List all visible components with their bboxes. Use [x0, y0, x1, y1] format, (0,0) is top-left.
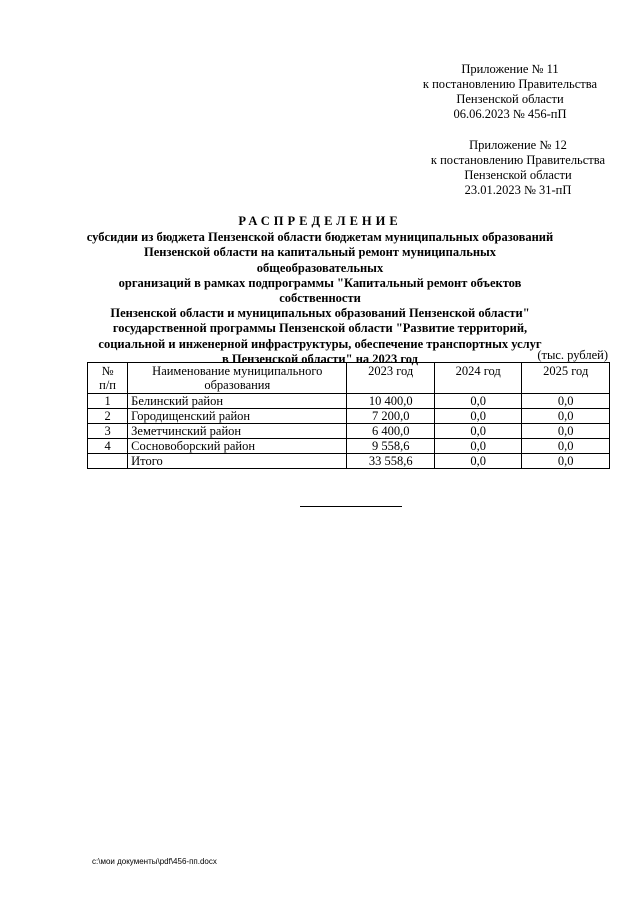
units-label: (тыс. рублей): [537, 348, 608, 362]
header-number-line2: п/п: [99, 378, 116, 392]
total-number: [88, 454, 128, 469]
row-2024: 0,0: [434, 439, 522, 454]
annex-11-region: Пензенской области: [456, 92, 564, 106]
annex-12-number: Приложение № 12: [469, 138, 567, 152]
row-2023: 10 400,0: [347, 394, 435, 409]
title-line: организаций в рамках подпрограммы "Капитальный ремонт объектов собственности: [118, 275, 522, 306]
row-2023: 9 558,6: [347, 439, 435, 454]
table-row: [88, 424, 610, 439]
file-path-footer: c:\мои документы\pdf\456-пп.docx: [92, 857, 217, 866]
table-row: [88, 394, 610, 409]
row-2025: 0,0: [522, 439, 610, 454]
header-number: [88, 363, 128, 394]
table-total-row: [88, 454, 610, 469]
row-2024: 0,0: [434, 409, 522, 424]
header-number-line1: №: [101, 364, 114, 378]
title-line: в Пензенской области" на 2023 год: [222, 351, 418, 366]
annex-12-region: Пензенской области: [464, 168, 572, 182]
row-2025: 0,0: [522, 394, 610, 409]
row-2025: 0,0: [522, 424, 610, 439]
header-2025: 2025 год: [522, 363, 610, 394]
distribution-table: [87, 362, 610, 469]
table-header-row: [88, 363, 610, 394]
annex-12-date: 23.01.2023 № 31-пП: [464, 183, 572, 197]
row-municipality: Земетчинский район: [128, 424, 347, 439]
title-line: Пензенской области на капитальный ремонт муниципальных общеобразовательных: [143, 245, 497, 275]
row-number: 1: [88, 394, 128, 409]
annex-11-reference: к постановлению Правительства: [422, 77, 598, 91]
title-heading: РАСПРЕДЕЛЕНИЕ: [238, 214, 402, 228]
header-municipality: [128, 363, 347, 394]
annex-11-header: [400, 62, 620, 122]
row-number: 2: [88, 409, 128, 424]
row-2023: 6 400,0: [347, 424, 435, 439]
row-municipality: Городищенский район: [128, 409, 347, 424]
end-divider: [300, 506, 402, 507]
annex-11-date: 06.06.2023 № 456-пП: [453, 107, 567, 121]
total-2023: 33 558,6: [347, 454, 435, 469]
total-2024: 0,0: [434, 454, 522, 469]
row-2024: 0,0: [434, 394, 522, 409]
annex-11-number: Приложение № 11: [461, 62, 559, 76]
row-municipality: Сосновоборский район: [128, 439, 347, 454]
header-2023: 2023 год: [347, 363, 435, 394]
row-2023: 7 200,0: [347, 409, 435, 424]
document-title: [80, 214, 560, 367]
total-label: Итого: [128, 454, 347, 469]
table-row: [88, 439, 610, 454]
header-municipality-line2: образования: [204, 378, 271, 392]
row-number: 3: [88, 424, 128, 439]
row-2024: 0,0: [434, 424, 522, 439]
header-municipality-line1: Наименование муниципального: [152, 364, 323, 378]
annex-12-reference: к постановлению Правительства: [430, 153, 606, 167]
table-row: [88, 409, 610, 424]
title-line: социальной и инженерной инфраструктуры, обеспечение транспортных услуг: [98, 336, 542, 351]
total-2025: 0,0: [522, 454, 610, 469]
row-number: 4: [88, 439, 128, 454]
annex-12-header: [408, 138, 628, 198]
header-2024: 2024 год: [434, 363, 522, 394]
row-municipality: Белинский район: [128, 394, 347, 409]
title-line: Пензенской области и муниципальных образований Пензенской области": [110, 306, 530, 321]
title-line: государственной программы Пензенской области "Развитие территорий,: [112, 321, 528, 336]
title-line: субсидии из бюджета Пензенской области бюджетам муниципальных образований: [86, 230, 554, 245]
row-2025: 0,0: [522, 409, 610, 424]
